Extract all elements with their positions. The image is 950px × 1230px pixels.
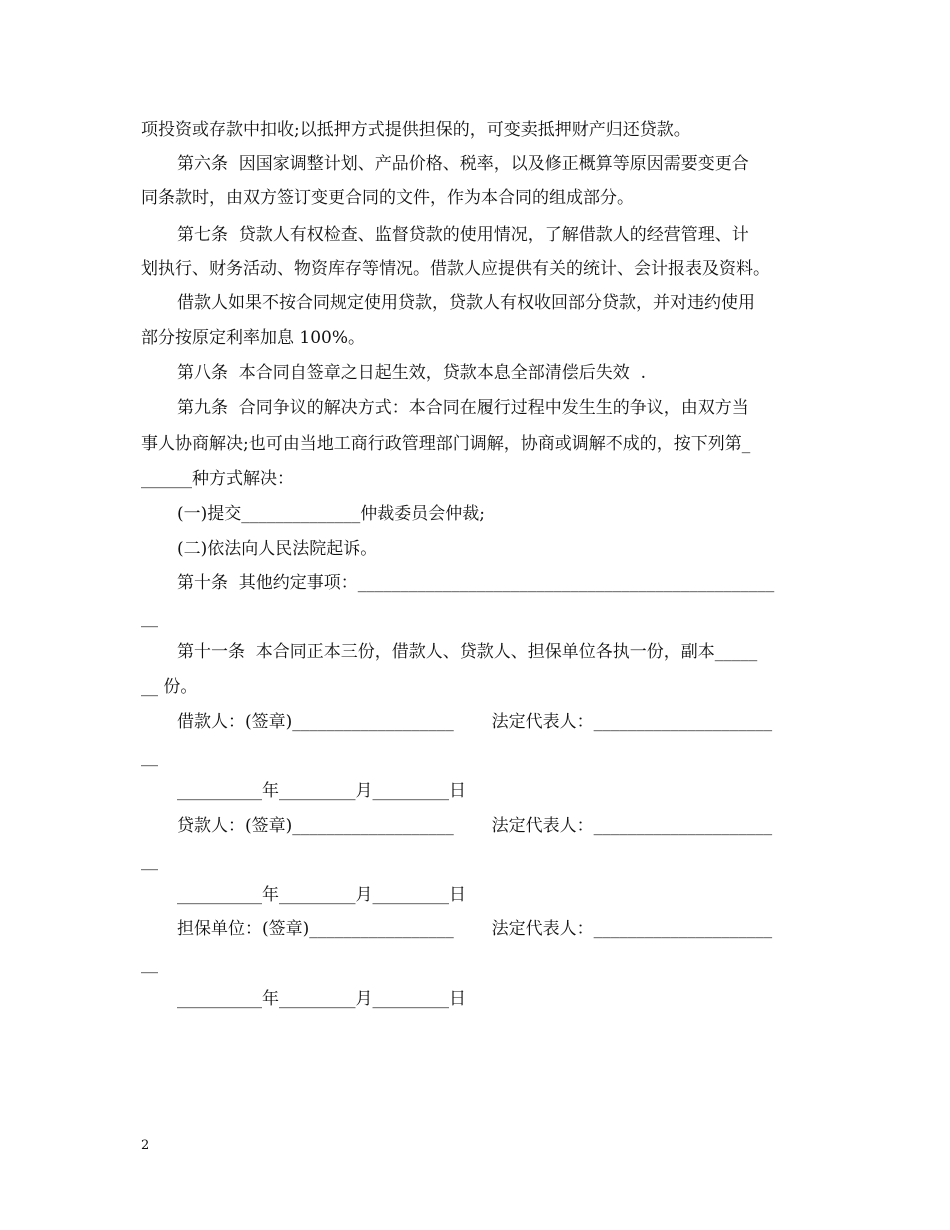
text-line: 同条款时，由双方签订变更合同的文件，作为本合同的组成部分。 <box>141 188 634 208</box>
text-line: 第十一条 本合同正本三份，借款人、贷款人、担保单位各执一份，副本_____ <box>177 642 758 662</box>
text-line: __ <box>141 851 158 871</box>
text-line: __ <box>141 747 158 767</box>
text-line: (二)依法向人民法院起诉。 <box>177 539 378 559</box>
text-line: __ 份。 <box>141 677 198 697</box>
text-line: (一)提交______________仲裁委员会仲裁; <box>177 504 485 524</box>
text-line: 第八条 本合同自签章之日起生效，贷款本息全部清偿后失效 . <box>177 363 647 383</box>
text-line: 第十条 其他约定事项：_________________________________________________ <box>177 573 775 593</box>
signature-line: 借款人：(签章)___________________ 法定代表人：_____________________ <box>177 712 773 732</box>
text-line: 项投资或存款中扣收;以抵押方式提供担保的，可变卖抵押财产归还贷款。 <box>141 120 691 140</box>
date-line: __________年_________月_________日 <box>177 885 466 905</box>
signature-line: 贷款人：(签章)___________________ 法定代表人：_____________________ <box>177 816 773 836</box>
text-line: 事人协商解决;也可由当地工商行政管理部门调解，协商或调解不成的，按下列第_ <box>141 434 751 454</box>
text-line: 划执行、财务活动、物资库存等情况。借款人应提供有关的统计、会计报表及资料。 <box>141 259 770 279</box>
text-line: 第七条 贷款人有权检查、监督贷款的使用情况，了解借款人的经营管理、计 <box>177 225 749 245</box>
date-line: __________年_________月_________日 <box>177 781 466 801</box>
page-number: 2 <box>141 1138 150 1153</box>
text-line: ______种方式解决： <box>141 469 294 489</box>
text-line: __ <box>141 608 158 628</box>
signature-line: 担保单位：(签章)_________________ 法定代表人：_____________________ <box>177 919 773 939</box>
text-line: 第九条 合同争议的解决方式：本合同在履行过程中发生生的争议，由双方当 <box>177 398 749 418</box>
text-line: 第六条 因国家调整计划、产品价格、税率，以及修正概算等原因需要变更合 <box>177 154 749 174</box>
text-line: __ <box>141 954 158 974</box>
date-line: __________年_________月_________日 <box>177 989 466 1009</box>
text-line: 部分按原定利率加息 100%。 <box>141 328 366 348</box>
text-line: 借款人如果不按合同规定使用贷款，贷款人有权收回部分贷款，并对违约使用 <box>177 293 755 313</box>
